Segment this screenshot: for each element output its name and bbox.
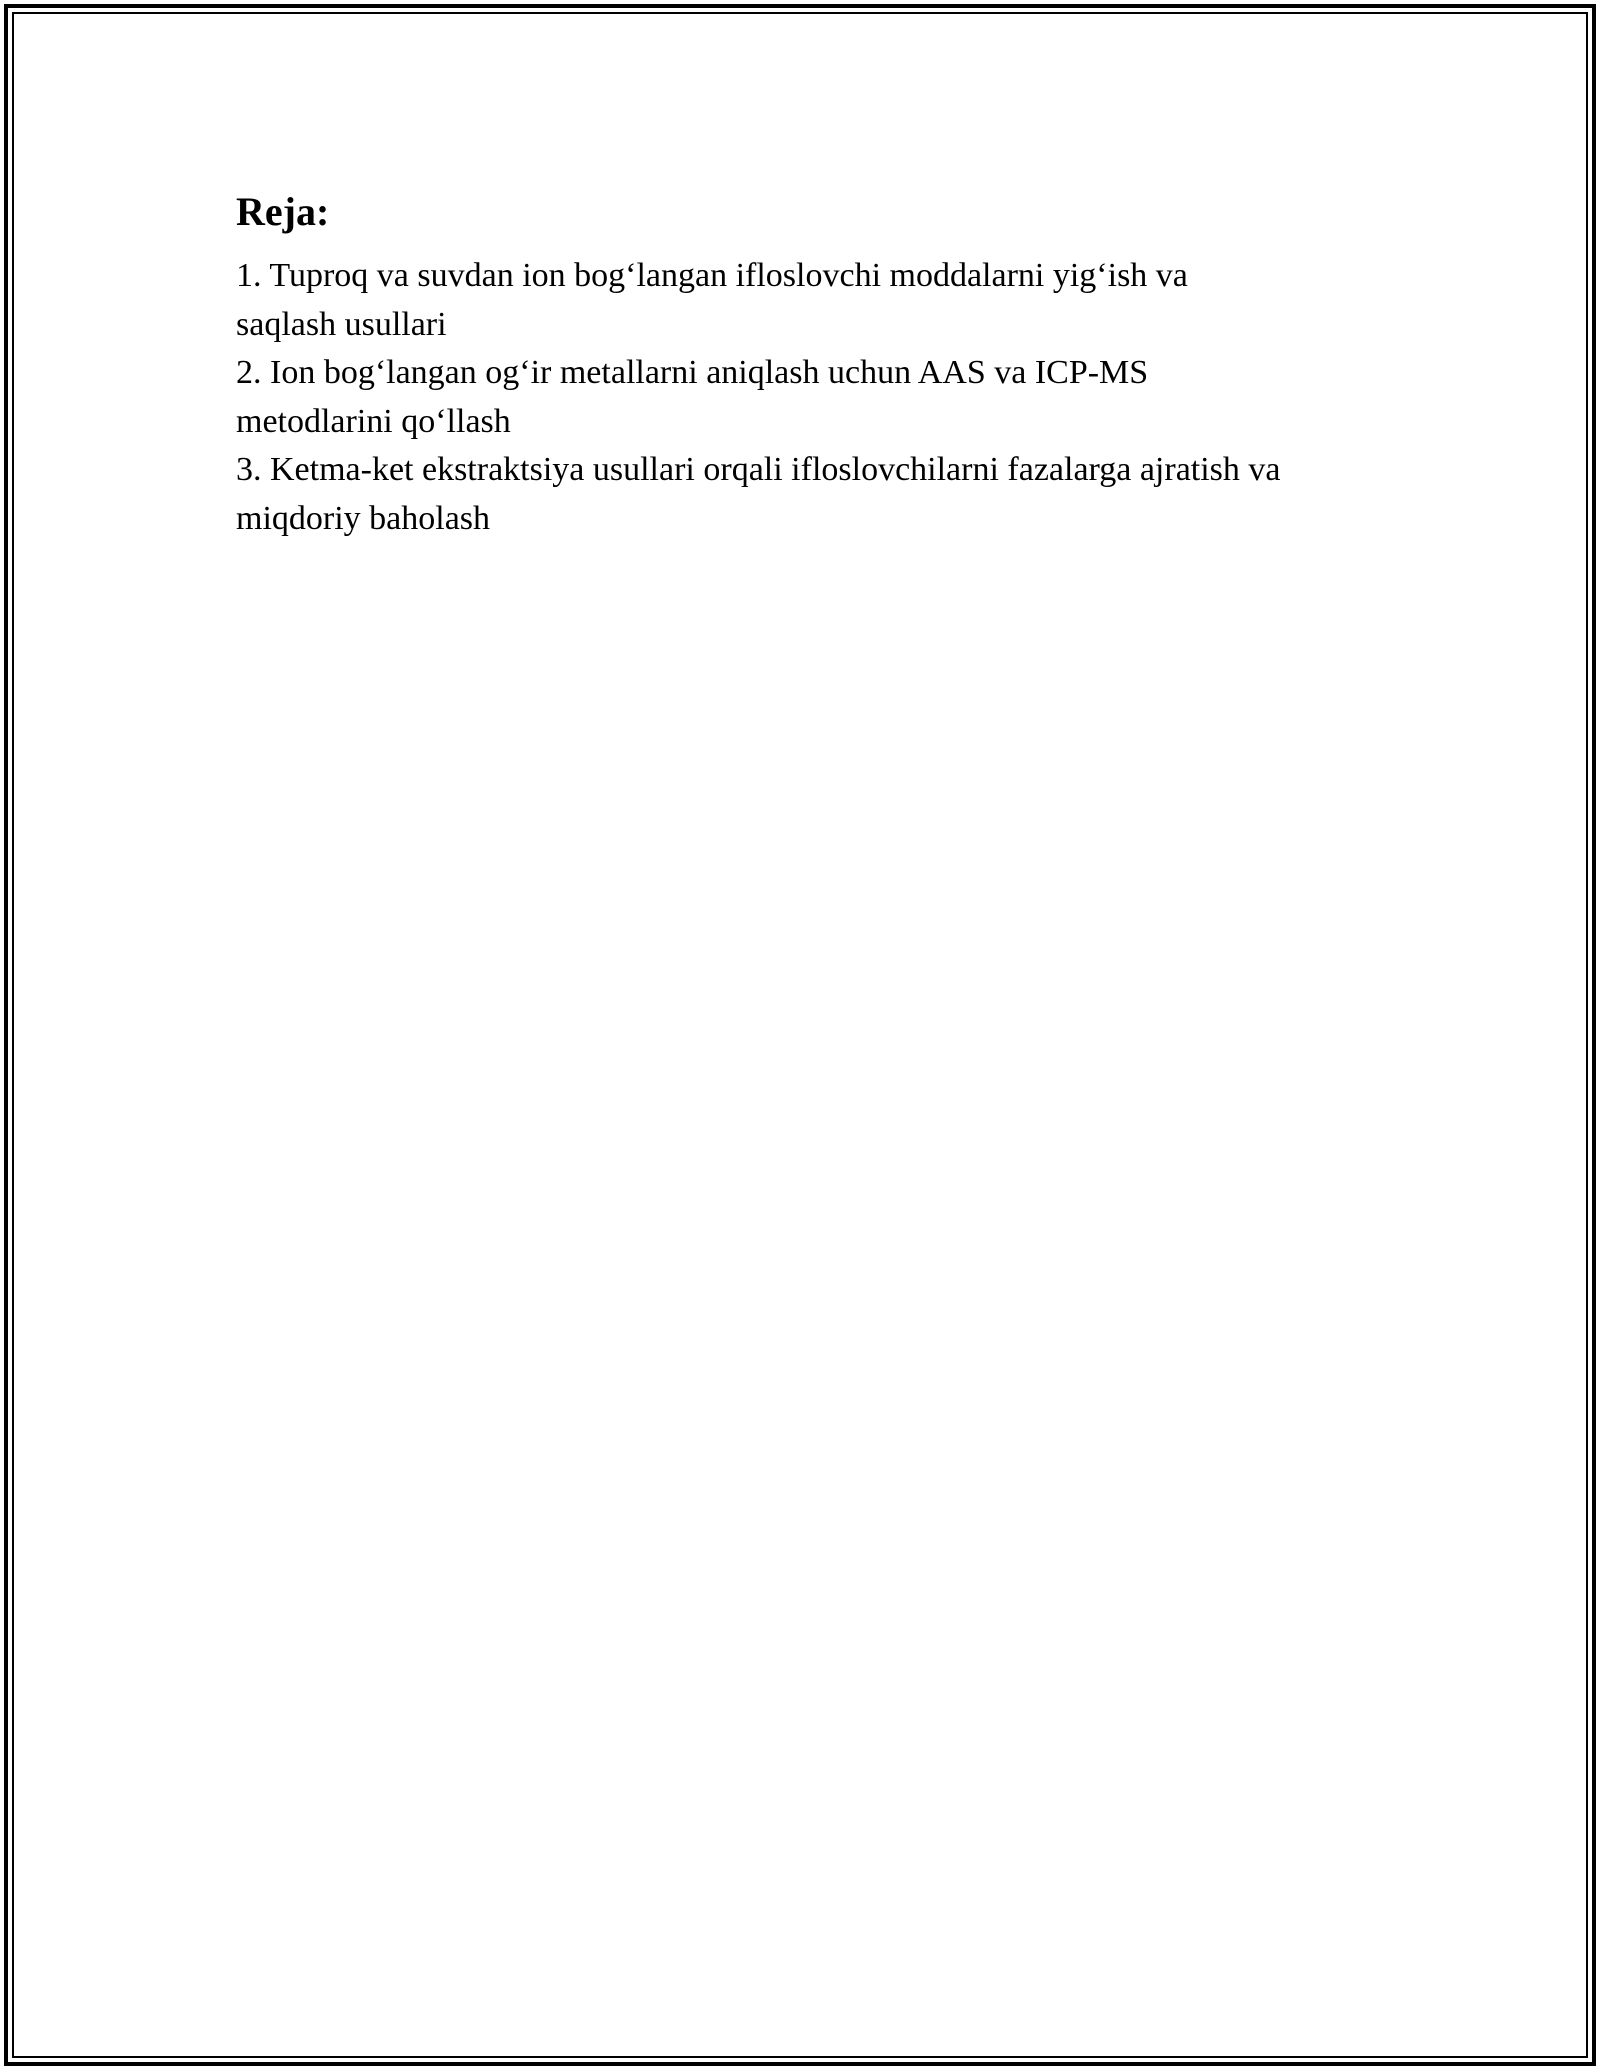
plan-heading: Reja: — [236, 189, 330, 234]
plan-item-1 — [236, 252, 1386, 349]
page-content — [236, 186, 1386, 543]
plan-item-3-line-2: miqdoriy baholash — [236, 499, 491, 537]
plan-item-2 — [236, 349, 1386, 446]
plan-item-2-line-2: metodlarini qo‘llash — [236, 402, 511, 440]
plan-item-3-line-1: 3. Ketma-ket ekstraktsiya usullari orqali ifloslovchilarni fazalarga ajratish va — [236, 451, 1281, 488]
plan-item-1-line-1: 1. Tuproq va suvdan ion bog‘langan ifloslovchi moddalarni yig‘ish va — [236, 257, 1188, 294]
plan-item-2-line-1: 2. Ion bog‘langan og‘ir metallarni aniqlash uchun AAS va ICP-MS — [236, 354, 1149, 391]
plan-item-1-line-2: saqlash usullari — [236, 305, 447, 343]
plan-item-3 — [236, 446, 1386, 543]
plan-list — [236, 252, 1386, 543]
